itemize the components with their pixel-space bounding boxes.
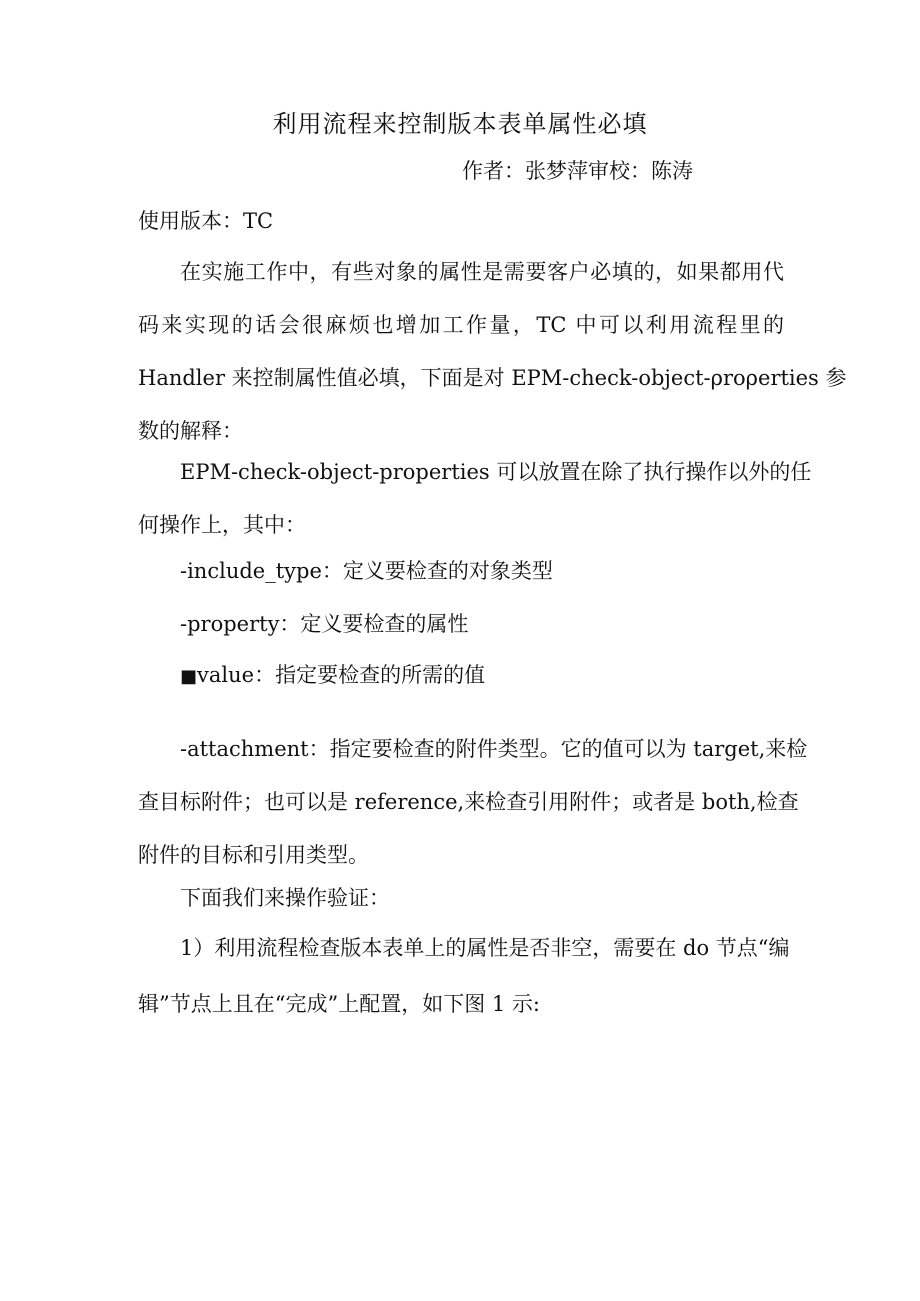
- param-value-text: value：指定要检查的所需的值: [197, 663, 486, 687]
- paragraph-epm: [138, 456, 812, 562]
- paragraph-line: 1）利用流程检查版本表单上的属性是否非空，需要在 do 节点“编: [180, 936, 790, 960]
- param-property: -property：定义要检查的属性: [180, 612, 469, 636]
- bullet-square-icon: ■: [180, 666, 198, 687]
- paragraph-line: -attachment：指定要检查的附件类型。它的值可以为 target,来检: [180, 737, 808, 761]
- paragraph-line: EPM-check-object-properties 可以放置在除了执行操作以外的任: [180, 460, 812, 484]
- document-title: 利用流程来控制版本表单属性必填: [272, 110, 648, 138]
- paragraph-verify: [138, 882, 784, 935]
- paragraph-line: 下面我们来操作验证：: [180, 886, 390, 910]
- paragraph-attachment: [138, 733, 808, 892]
- paragraph-line: 何操作上，其中：: [138, 513, 306, 537]
- author-byline: 作者：张梦萍审校：陈涛: [462, 159, 693, 183]
- paragraph-line: 在实施工作中，有些对象的属性是需要客户必填的，如果都用代: [180, 260, 784, 284]
- paragraph-line: 辑”节点上且在“完成”上配置，如下图 1 示:: [138, 992, 540, 1016]
- paragraph-line: 码来实现的话会很麻烦也增加工作量，TC 中可以利用流程里的: [138, 313, 784, 337]
- paragraph-line: 数的解释：: [138, 419, 243, 443]
- paragraph-line: Handler 来控制属性值必填，下面是对 EPM-check-object-ρroρerties 参: [138, 366, 847, 390]
- param-value: [138, 659, 784, 712]
- paragraph-line: 附件的目标和引用类型。: [138, 843, 369, 867]
- version-line-block: [138, 205, 784, 258]
- paragraph-intro: [138, 256, 847, 468]
- param-list: [138, 555, 784, 661]
- param-include-type: -include_type：定义要检查的对象类型: [180, 559, 553, 583]
- paragraph-line: 查目标附件；也可以是 reference,来检查引用附件；或者是 both,检查: [138, 790, 799, 814]
- paragraph-step-1: [138, 932, 790, 1041]
- param-value-block: [138, 659, 784, 712]
- version-line: 使用版本：TC: [138, 209, 274, 233]
